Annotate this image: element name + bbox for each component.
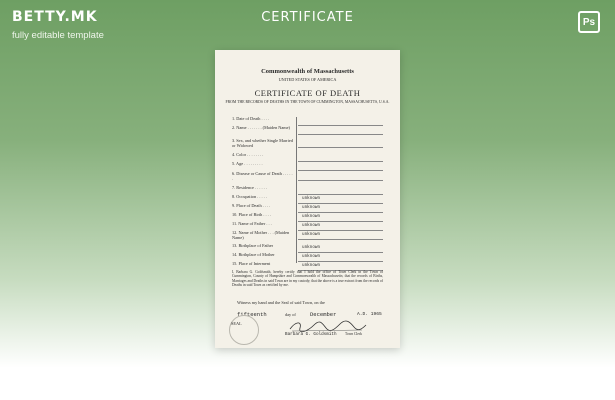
record-row <box>232 231 383 241</box>
record-value: unknown <box>302 232 321 237</box>
record-label: 5. Age . . . . . . . . . <box>232 161 263 166</box>
certificate-document <box>215 50 400 348</box>
record-line <box>298 180 383 181</box>
record-label: 15. Place of Interment <box>232 261 271 266</box>
photoshop-icon: Ps <box>578 11 600 33</box>
record-label: 3. Sex, and whether Single Married or Widowed <box>232 138 293 148</box>
record-label: 9. Place of Death . . . . <box>232 203 271 208</box>
document-title: CERTIFICATE OF DEATH <box>254 88 361 98</box>
signer-name: Barbara G. Goldsmith <box>285 332 337 337</box>
handwritten-signature <box>288 319 368 333</box>
record-value: unknown <box>302 196 321 201</box>
record-label: 10. Place of Birth . . . . <box>232 212 271 217</box>
record-value: unknown <box>302 214 321 219</box>
document-subtitle: FROM THE RECORDS OF DEATHS IN THE TOWN OF CUMMINGTON, MASSACHUSETTS, U.S.A. <box>225 100 390 104</box>
document-commonwealth: Commonwealth of Massachusetts <box>261 68 354 75</box>
record-label: 13. Birthplace of Father <box>232 243 274 248</box>
record-label: 14. Birthplace of Mother <box>232 252 275 257</box>
town-seal-stamp <box>229 315 259 345</box>
record-line <box>298 239 383 240</box>
record-value: unknown <box>302 263 321 268</box>
record-row <box>232 172 383 182</box>
certification-text: I, Barbara G. Goldsmith, hereby certify that I hold the office of Town Clerk in the Town of Cummington, County of Hampshire and Commonwealth of Massachusetts; that the records of Births, Marriages and Deaths in said Town are in my custody; that the above is a true extract from the records of Deaths in said Town as certified by me. <box>232 270 383 288</box>
seal-label: SEAL <box>231 321 242 326</box>
brand-tagline: fully editable template <box>12 30 104 41</box>
document-header <box>215 50 400 104</box>
page-title: CERTIFICATE <box>261 10 354 25</box>
record-label: 12. Name of Mother . . . (Maiden Name) <box>232 230 290 240</box>
document-country: UNITED STATES OF AMERICA <box>278 77 337 82</box>
record-row <box>232 139 383 149</box>
witness-line: Witness my hand and the Seal of said Town, on the <box>237 300 325 305</box>
record-label: 7. Residence . . . . . . <box>232 185 267 190</box>
record-label: 6. Disease or Cause of Death . . . . . . <box>232 171 293 181</box>
record-value: unknown <box>302 205 321 210</box>
record-label: 11. Name of Father . . . <box>232 221 272 226</box>
record-label: 1. Date of Death . . . . <box>232 116 269 121</box>
record-row <box>232 126 383 136</box>
record-value: unknown <box>302 223 321 228</box>
record-label: 8. Occupation . . . . . <box>232 194 267 199</box>
record-line <box>298 147 383 148</box>
record-label: 2. Name . . . . . . . (Maiden Name) <box>232 125 290 130</box>
brand-logo[interactable]: BETTY.MK <box>12 9 98 25</box>
record-line <box>298 170 383 171</box>
record-value: unknown <box>302 254 321 259</box>
record-label: 4. Color . . . . . . . . <box>232 152 264 157</box>
date-day: fifteenth <box>237 311 267 318</box>
date-year: A.D. 1965 <box>357 312 382 317</box>
date-month: December <box>310 311 337 318</box>
record-value: unknown <box>302 245 321 250</box>
date-day-of: day of <box>285 312 296 317</box>
record-line <box>298 134 383 135</box>
signer-role: Town Clerk <box>345 332 363 336</box>
